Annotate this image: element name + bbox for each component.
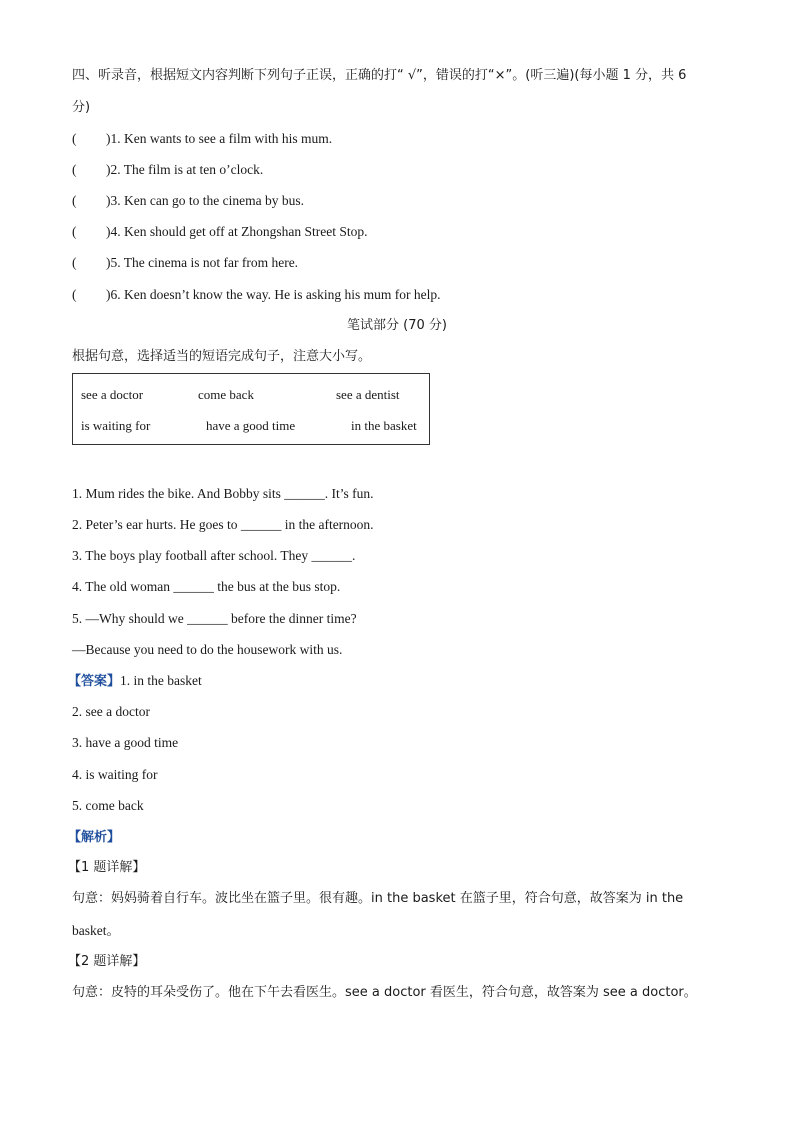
- tf-item-3: ( )3. Ken can go to the cinema by bus.: [72, 193, 304, 208]
- tf-item-text: 1. Ken wants to see a film with his mum.: [110, 131, 333, 146]
- phrase: come back: [198, 387, 254, 402]
- phrase: see a doctor: [81, 387, 144, 402]
- answer-line-4: 4. is waiting for: [72, 767, 158, 782]
- tf-item-2: ( )2. The film is at ten o’clock.: [72, 162, 264, 177]
- tf-item-text: 6. Ken doesn’t know the way. He is asking his mum for help.: [110, 287, 441, 302]
- question-4: 4. The old woman ______ the bus at the bus stop.: [72, 579, 341, 594]
- tf-item-6: ( )6. Ken doesn’t know the way. He is asking his mum for help.: [72, 287, 441, 302]
- phrase: see a dentist: [336, 387, 400, 402]
- answer-paren: (: [72, 224, 77, 239]
- answer-label: 【答案】: [68, 674, 121, 689]
- q1-explanation-line1: 句意：妈妈骑着自行车。波比坐在篮子里。很有趣。in the basket 在篮子里，符合句意，故答案为 in the: [72, 891, 684, 906]
- analysis-label: 【解析】: [68, 830, 121, 845]
- instruction: 根据句意，选择适当的短语完成句子，注意大小写。: [72, 349, 372, 364]
- answer-paren: (: [72, 131, 77, 146]
- section-title-line2: 分): [72, 100, 91, 115]
- phrase: have a good time: [206, 418, 296, 433]
- answer-line-1: 【答案】1. in the basket: [68, 673, 202, 689]
- answer-line-2: 2. see a doctor: [72, 704, 150, 719]
- tf-item-5: ( )5. The cinema is not far from here.: [72, 255, 299, 270]
- q1-detail-label: 【1 题详解】: [68, 860, 146, 875]
- answer-line-5: 5. come back: [72, 798, 144, 813]
- q2-detail-label: 【2 题详解】: [68, 954, 146, 969]
- phrase-box: [72, 373, 430, 445]
- question-2: 2. Peter’s ear hurts. He goes to ______ in the afternoon.: [72, 517, 374, 532]
- phrase: is waiting for: [81, 418, 151, 433]
- question-3: 3. The boys play football after school. They ______.: [72, 548, 356, 563]
- answer-line-3: 3. have a good time: [72, 735, 179, 750]
- question-5-reply: —Because you need to do the housework with us.: [72, 642, 343, 657]
- tf-item-text: 5. The cinema is not far from here.: [110, 255, 299, 270]
- written-section-header: 笔试部分 (70 分): [347, 318, 447, 333]
- tf-item-4: ( )4. Ken should get off at Zhongshan Street Stop.: [72, 224, 368, 239]
- q1-explanation-line2: basket。: [72, 923, 120, 938]
- section-title-line1: 四、听录音，根据短文内容判断下列句子正误，正确的打“ √”，错误的打“×”。(听三遍)(每小题 1 分，共 6: [72, 68, 687, 83]
- question-5: 5. —Why should we ______ before the dinner time?: [72, 611, 357, 626]
- answer-paren: (: [72, 162, 77, 177]
- answer-paren: (: [72, 255, 77, 270]
- tf-item-text: 2. The film is at ten o’clock.: [110, 162, 264, 177]
- phrase: in the basket: [351, 418, 417, 433]
- question-1: 1. Mum rides the bike. And Bobby sits ______. It’s fun.: [72, 486, 374, 501]
- q2-explanation-line1: 句意：皮特的耳朵受伤了。他在下午去看医生。see a doctor 看医生，符合句意，故答案为 see a doctor。: [72, 985, 697, 1000]
- answer-paren: (: [72, 287, 77, 302]
- tf-item-text: 3. Ken can go to the cinema by bus.: [110, 193, 304, 208]
- answer-paren: (: [72, 193, 77, 208]
- tf-item-text: 4. Ken should get off at Zhongshan Street Stop.: [110, 224, 368, 239]
- tf-item-1: ( )1. Ken wants to see a film with his mum.: [72, 131, 333, 146]
